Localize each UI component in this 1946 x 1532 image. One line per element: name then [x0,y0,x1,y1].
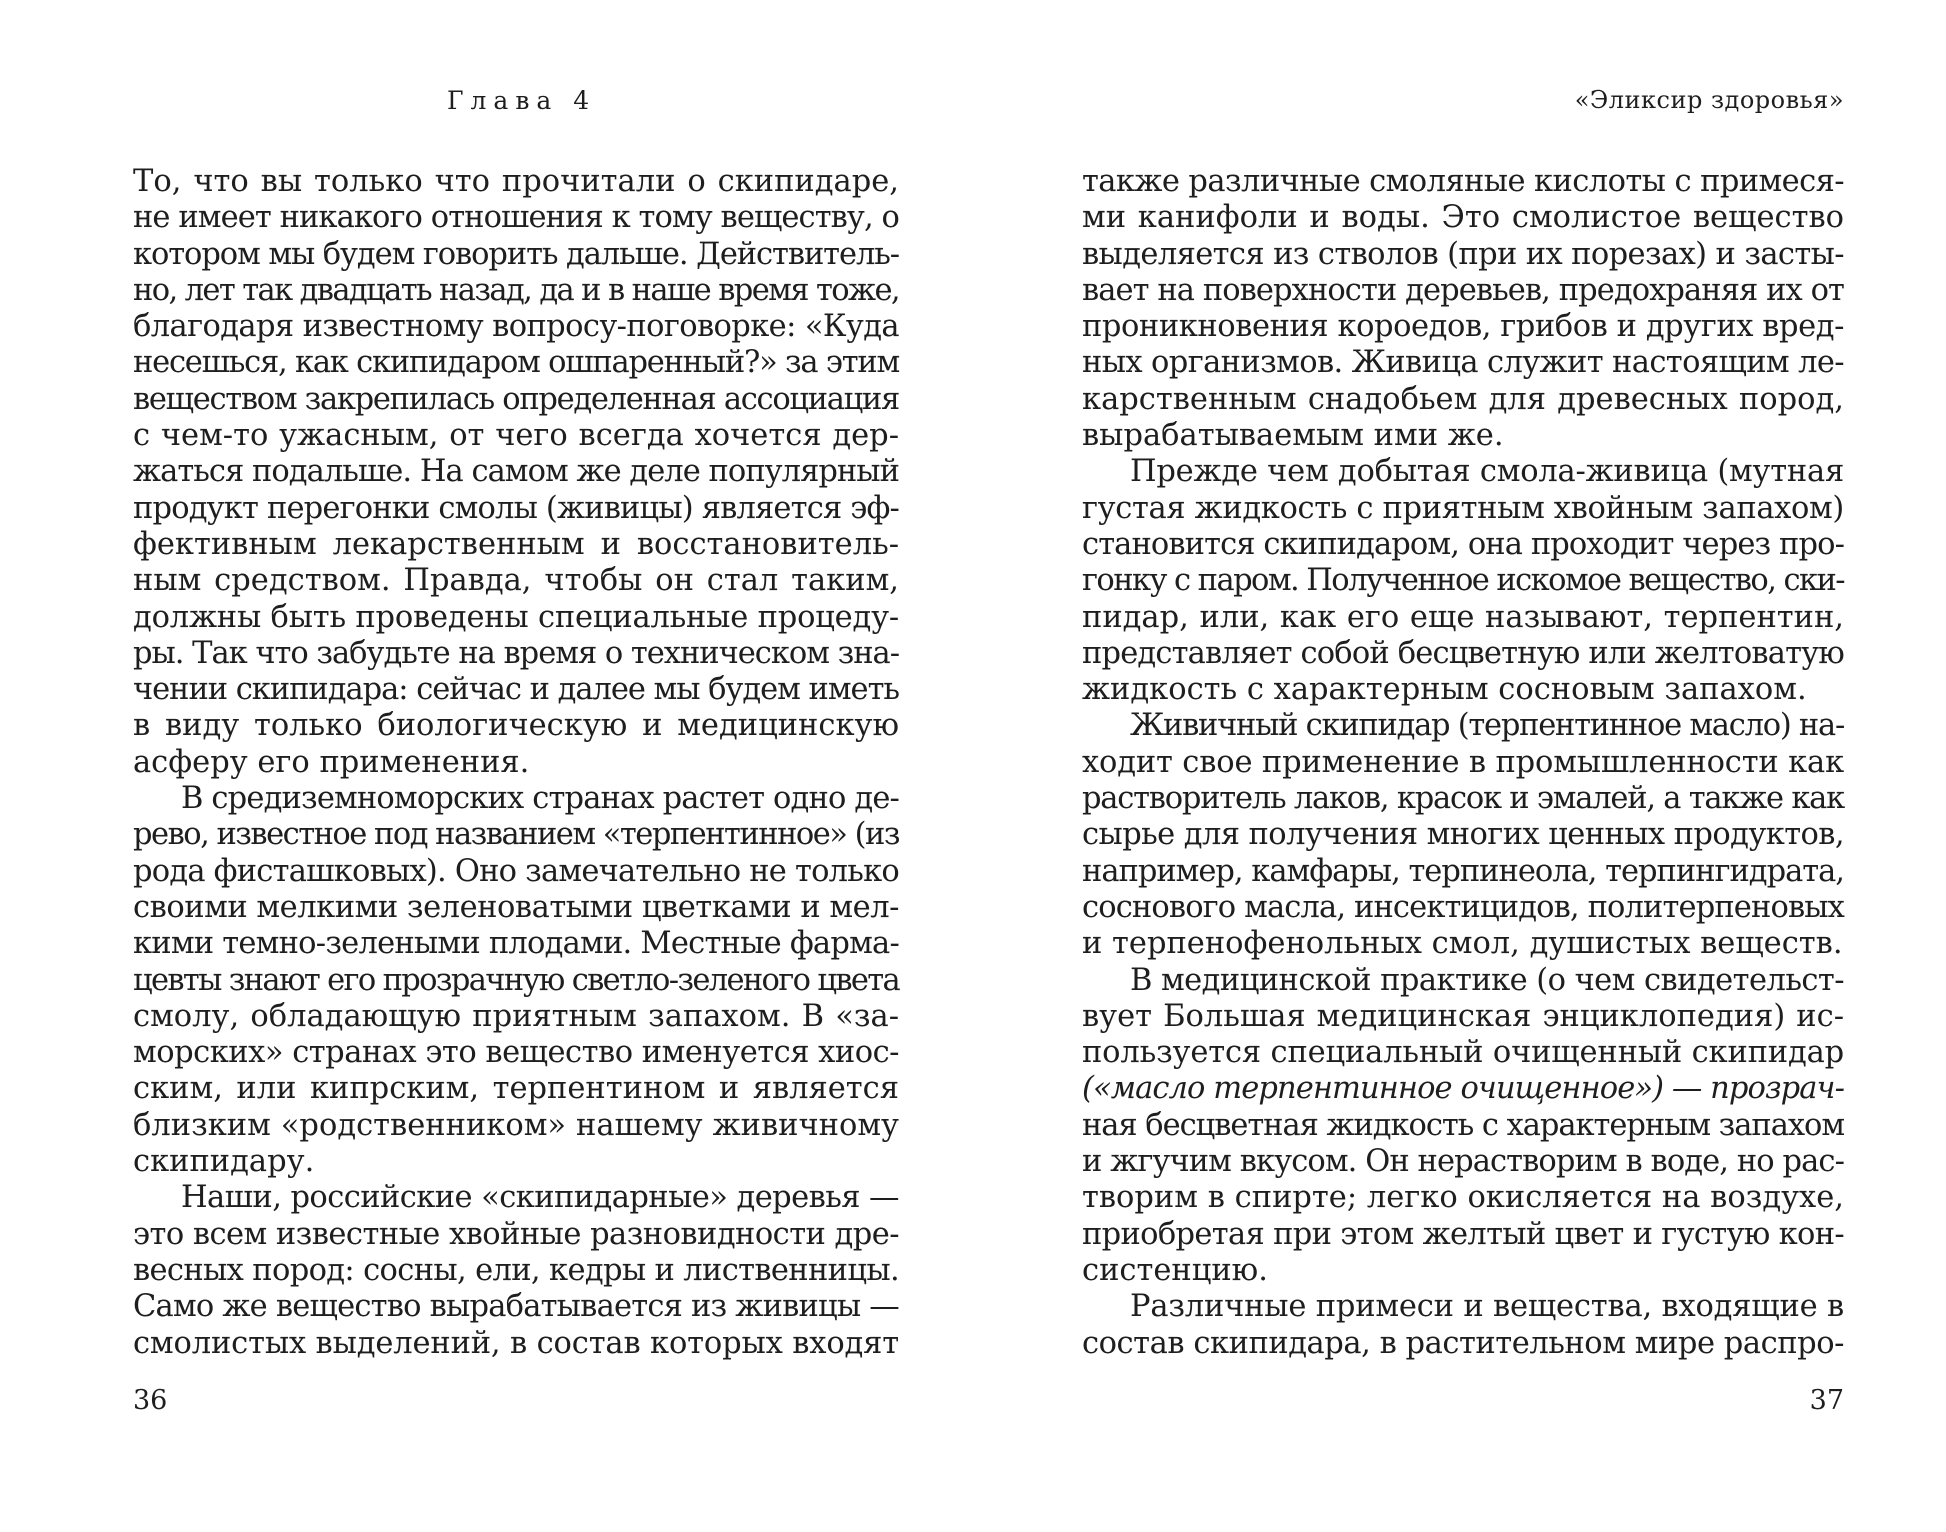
text-line: состав скипидара, в растительном мире распро- [1082,1325,1844,1361]
text-line: густая жидкость с приятным хвойным запахом) [1082,490,1844,526]
text-line: ры. Так что забудьте на время о техническом зна- [133,635,899,671]
text-line: ми канифоли и воды. Это смолистое вещество [1082,200,1844,236]
text-line: близким «родственником» нашему живичному [133,1107,899,1143]
text-line: Само же вещество вырабатывается из живицы — [133,1289,899,1325]
text-line: проникновения короедов, грибов и других вред- [1082,309,1844,345]
text-line: ных организмов. Живица служит настоящим ле- [1082,345,1844,381]
text-line: пидар, или, как его еще называют, терпентин, [1082,599,1844,635]
text-line: с чем-то ужасным, от чего всегда хочется дер- [133,418,899,454]
text-line: это всем известные хвойные разновидности дре- [133,1216,899,1252]
text-line: ходит свое применение в промышленности как [1082,744,1844,780]
text-line: В средиземноморских странах растет одно де- [181,781,899,817]
text-line: («масло терпентинное очищенное») — прозрач- [1082,1071,1844,1107]
text-line: растворитель лаков, красок и эмалей, а также как [1082,781,1844,817]
text-line: и жгучим вкусом. Он нерастворим в воде, но рас- [1082,1144,1844,1180]
text-line: благодаря известному вопросу-поговорке: «Куда [133,309,899,345]
text-line: также различные смоляные кислоты с примеся- [1082,164,1844,199]
text-line: и терпенофенольных смол, душистых веществ. [1082,926,1843,962]
text-line: соснового масла, инсектицидов, политерпеновых [1082,889,1844,925]
text-line: вает на поверхности деревьев, предохраняя их от [1082,272,1844,308]
text-line: чении скипидара: сейчас и далее мы будем иметь [133,672,899,708]
text-line: жидкость с характерным сосновым запахом. [1082,672,1807,708]
text-line: ским, или кипрским, терпентином и является [133,1071,899,1107]
text-line: систенцию. [1082,1252,1268,1288]
title-running-head: «Эликсир здоровья» [1574,86,1844,114]
text-line: представляет собой бесцветную или желтоватую [1082,635,1844,671]
text-line: ная бесцветная жидкость с характерным запахом [1082,1107,1844,1143]
text-line: весных пород: сосны, ели, кедры и лиственницы. [133,1252,899,1288]
text-line: В медицинской практике (о чем свидетельст- [1130,962,1844,998]
text-line: например, камфары, терпинеола, терпингидрата, [1082,853,1844,889]
text-line: ным средством. Правда, чтобы он стал таким, [133,563,899,599]
right-page-text [1082,164,1844,1362]
left-page-text [133,164,899,1362]
text-line: продукт перегонки смолы (живицы) является эф- [133,490,899,526]
page-number: 36 [133,1385,168,1416]
text-line: вырабатываемым ими же. [1082,418,1504,454]
text-line: приобретая при этом желтый цвет и густую кон- [1082,1216,1844,1252]
text-line: в виду только биологическую и медицинскую [133,708,899,744]
text-line: Прежде чем добытая смола-живица (мутная [1130,454,1844,490]
text-line: смолу, обладающую приятным запахом. В «за- [133,998,899,1034]
text-line: но, лет так двадцать назад, да и в наше время тоже, [133,272,899,308]
text-line: карственным снадобьем для древесных пород, [1082,381,1844,417]
text-line: кими темно-зелеными плодами. Местные фарма- [133,926,899,962]
text-line: асферу его применения. [133,744,530,780]
text-line: рода фисташковых). Оно замечательно не только [133,853,899,889]
chapter-running-head: Глава 4 [447,86,597,115]
text-line: своими мелкими зеленоватыми цветками и мел- [133,889,899,925]
text-line: не имеет никакого отношения к тому веществу, о [133,200,899,236]
text-line: цевты знают его прозрачную светло-зеленого цвета [133,962,899,998]
text-line: рево, известное под названием «терпентинное» (из [133,817,899,853]
page-number: 37 [1809,1385,1844,1416]
text-line: фективным лекарственным и восстановитель- [133,526,899,562]
text-line: скипидару. [133,1144,315,1180]
text-line: Наши, российские «скипидарные» деревья — [181,1180,899,1216]
text-line: сырье для получения многих ценных продуктов, [1082,817,1844,853]
text-line: жаться подальше. На самом же деле популярный [133,454,899,490]
text-line: вует Большая медицинская энциклопедия) ис- [1082,998,1844,1034]
text-line: несешься, как скипидаром ошпаренный?» за этим [133,345,899,381]
text-line: То, что вы только что прочитали о скипидаре, [133,164,899,199]
text-line: морских» странах это вещество именуется хиос- [133,1035,899,1071]
text-line: творим в спирте; легко окисляется на воздухе, [1082,1180,1844,1216]
text-line: веществом закрепилась определенная ассоциация [133,381,899,417]
text-line: выделяется из стволов (при их порезах) и засты- [1082,236,1844,272]
text-line: гонку с паром. Полученное искомое вещество, ски- [1082,563,1844,599]
text-line: должны быть проведены специальные процеду- [133,599,899,635]
text-line: становится скипидаром, она проходит через про- [1082,526,1844,562]
text-line: Живичный скипидар (терпентинное масло) на- [1130,708,1844,744]
text-line: котором мы будем говорить дальше. Действитель- [133,236,899,272]
text-line: Различные примеси и вещества, входящие в [1130,1289,1844,1325]
text-line: пользуется специальный очищенный скипидар [1082,1035,1845,1071]
text-line: смолистых выделений, в состав которых входят [133,1325,899,1361]
